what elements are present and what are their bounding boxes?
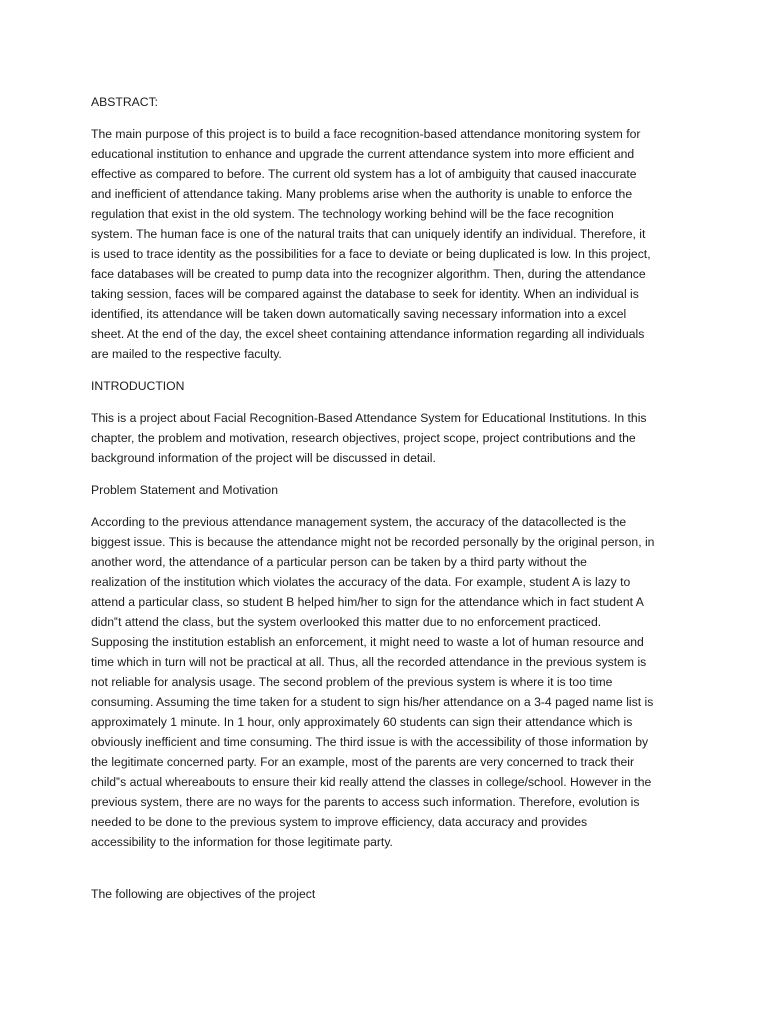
abstract-paragraph: The main purpose of this project is to build a face recognition-based attendance monitoring system for educational institution to enhance and upgrade the current attendance system into more efficient and effective as compared to before. The current old system has a lot of ambiguity that caused inaccurate and inefficient of attendance taking. Many problems arise when the authority is unable to enforce the regulation that exist in the old system. The technology working behind will be the face recognition system. The human face is one of the natural traits that can uniquely identify an individual. Therefore, it is used to trace identity as the possibilities for a face to deviate or being duplicated is low. In this project, face databases will be created to pump data into the recognizer algorithm. Then, during the attendance taking session, faces will be compared against the database to seek for identity. When an individual is identified, its attendance will be taken down automatically saving necessary information into a excel sheet. At the end of the day, the excel sheet containing attendance information regarding all individuals are mailed to the respective faculty.: [91, 127, 651, 361]
introduction-heading: INTRODUCTION: [91, 379, 185, 393]
introduction-paragraph: This is a project about Facial Recognition-Based Attendance System for Educational Institutions. In this chapter, the problem and motivation, research objectives, project scope, project contributions and the background information of the project will be discussed in detail.: [91, 411, 647, 465]
problem-statement-paragraph: According to the previous attendance management system, the accuracy of the datacollected is the biggest issue. This is because the attendance might not be recorded personally by the original person, in another word, the attendance of a particular person can be taken by a third party without the realization of the institution which violates the accuracy of the data. For example, student A is lazy to attend a particular class, so student B helped him/her to sign for the attendance which in fact student A didn‟t attend the class, but the system overlooked this matter due to no enforcement practiced. Supposing the institution establish an enforcement, it might need to waste a lot of human resource and time which in turn will not be practical at all. Thus, all the recorded attendance in the previous system is not reliable for analysis usage. The second problem of the previous system is where it is too time consuming. Assuming the time taken for a student to sign his/her attendance on a 3-4 paged name list is approximately 1 minute. In 1 hour, only approximately 60 students can sign their attendance which is obviously inefficient and time consuming. The third issue is with the accessibility of those information by the legitimate concerned party. For an example, most of the parents are very concerned to track their child‟s actual whereabouts to ensure their kid really attend the classes in college/school. However in the previous system, there are no ways for the parents to access such information. Therefore, evolution is needed to be done to the previous system to improve efficiency, data accuracy and provides accessibility to the information for those legitimate party.: [91, 515, 655, 849]
problem-statement-heading: Problem Statement and Motivation: [91, 483, 278, 497]
spacer: [91, 864, 677, 884]
abstract-heading: ABSTRACT:: [91, 95, 159, 109]
objectives-intro: The following are objectives of the project: [91, 887, 316, 901]
document-page: [91, 92, 677, 916]
